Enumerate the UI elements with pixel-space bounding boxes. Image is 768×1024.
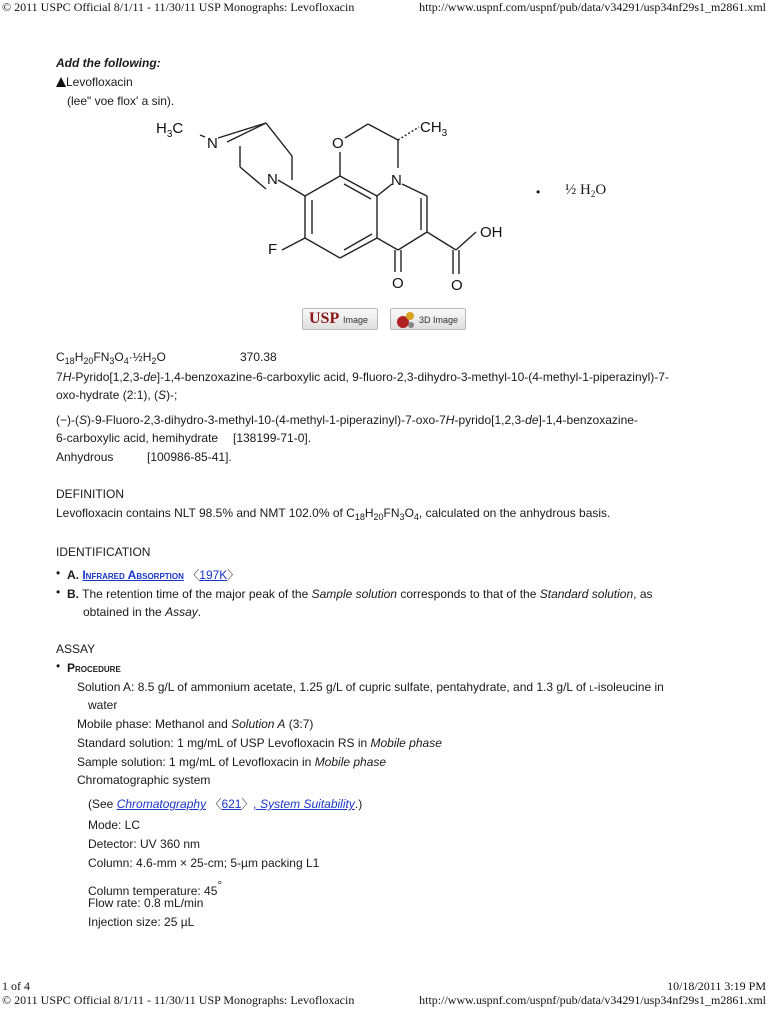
- hydrate-bullet: •: [536, 185, 541, 199]
- structure-o-acid: O: [451, 277, 463, 294]
- page-footer: [0, 979, 768, 993]
- see-chromatography: (See Chromatography 〈621〉, System Suitability.): [88, 797, 363, 811]
- mode: Mode: LC: [88, 818, 141, 832]
- solution-a-line2: water: [88, 698, 118, 712]
- identification-b-line1: B. The retention time of the major peak of the Sample solution corresponds to that of the Standard solution, as: [67, 587, 653, 601]
- column: Column: 4.6-mm × 25-cm; 5-µm packing L1: [88, 856, 320, 870]
- bullet: •: [56, 659, 61, 673]
- identification-b-line2: obtained in the Assay.: [83, 605, 202, 619]
- usp-image-button[interactable]: [302, 308, 378, 330]
- page-header: [0, 0, 768, 14]
- molecular-formula: $C_{18}H_{20}FN_3O_4\cdot\frac{1}{2}H_2O$: [56, 350, 166, 366]
- identification-a: A. Infrared Absorption 〈197K〉: [67, 568, 240, 582]
- cas-number-anhydrous: [100986-85-41].: [147, 450, 232, 464]
- header-title: © 2011 USPC Official 8/1/11 - 11/30/11 USP Monographs: Levofloxacin: [2, 0, 355, 14]
- injection-size: Injection size: 25 µL: [88, 915, 195, 929]
- assay-heading: ASSAY: [56, 642, 96, 656]
- structure-n-ring: N: [391, 172, 402, 189]
- mobile-phase: Mobile phase: Methanol and Solution A (3:7): [77, 717, 314, 731]
- structure-o-ketone: O: [392, 275, 404, 292]
- definition-heading: DEFINITION: [56, 487, 124, 501]
- monograph-name: Levofloxacin: [66, 75, 133, 89]
- structure-f: F: [268, 241, 278, 258]
- structure-h3c: $H_3C$: [156, 120, 184, 140]
- procedure-heading: Procedure: [67, 661, 121, 675]
- usp-image-label: Image: [343, 315, 369, 325]
- chemical-name-1-line1: 7H-Pyrido[1,2,3-de]-1,4-benzoxazine-6-carboxylic acid, 9-fluoro-2,3-dihydro-3-methyl-10-(4-methyl-1-piperazinyl)-7-: [56, 370, 669, 384]
- hydrate-label: ½ $H_2O$: [565, 182, 607, 199]
- structure-o-ring: O: [332, 135, 344, 152]
- add-following-label: Add the following:: [56, 56, 161, 70]
- chemical-name-1-line2: oxo-hydrate (2:1), (S)-;: [56, 388, 178, 402]
- chemical-name-2-line1: (−)-(S)-9-Fluoro-2,3-dihydro-3-methyl-10-(4-methyl-1-piperazinyl)-7-oxo-7H-pyrido[1,2,3-de]-1,4-benzoxazine-: [56, 413, 638, 427]
- 621-link[interactable]: 621: [221, 797, 242, 811]
- next-page-header: [0, 993, 768, 1007]
- 197k-link[interactable]: 197K: [199, 568, 228, 582]
- identification-heading: IDENTIFICATION: [56, 545, 151, 559]
- delta-triangle-icon: [56, 77, 66, 87]
- bullet: •: [56, 585, 61, 599]
- monograph-title-row: [56, 73, 133, 91]
- 3d-image-label: 3D Image: [419, 315, 459, 325]
- chromatography-link[interactable]: Chromatography: [116, 797, 207, 811]
- pronunciation: (lee" voe flox' a sin).: [67, 94, 175, 108]
- structure-n-upper: N: [207, 135, 218, 152]
- system-suitability-link[interactable]: , System Suitability: [253, 797, 355, 811]
- sample-solution: Sample solution: 1 mg/mL of Levofloxacin in Mobile phase: [77, 755, 387, 769]
- standard-solution: Standard solution: 1 mg/mL of USP Levofloxacin RS in Mobile phase: [77, 736, 442, 750]
- structure-oh: OH: [480, 224, 503, 241]
- 3d-image-button[interactable]: [390, 308, 466, 330]
- chemical-structure: [140, 110, 520, 300]
- header-url: http://www.uspnf.com/uspnf/pub/data/v34291/usp34nf29s1_m2861.xml: [419, 993, 766, 1007]
- page-number: 1 of 4: [2, 979, 30, 993]
- anhydrous-label: Anhydrous: [56, 450, 114, 464]
- structure-n-lower: N: [267, 171, 278, 188]
- molecular-weight: 370.38: [240, 350, 277, 364]
- detector: Detector: UV 360 nm: [88, 837, 201, 851]
- header-url: http://www.uspnf.com/uspnf/pub/data/v34291/usp34nf29s1_m2861.xml: [419, 0, 766, 14]
- solution-a: Solution A: 8.5 g/L of ammonium acetate, 1.25 g/L of cupric sulfate, pentahydrate, and 1.3 g/L of l-isoleucine in: [77, 680, 664, 694]
- chromatographic-system: Chromatographic system: [77, 773, 211, 787]
- molecule-icon: [395, 310, 417, 330]
- column-temperature: Column temperature: 45°: [88, 878, 223, 898]
- definition-text: Levofloxacin contains NLT 98.5% and NMT 102.0% of $C_{18}H_{20}FN_3O_4$, calculated on the anhydrous basis.: [56, 506, 611, 522]
- print-datetime: 10/18/2011 3:19 PM: [667, 979, 766, 993]
- flow-rate: Flow rate: 0.8 mL/min: [88, 896, 204, 910]
- structure-ch3: $CH_3$: [420, 119, 448, 139]
- header-title: © 2011 USPC Official 8/1/11 - 11/30/11 USP Monographs: Levofloxacin: [2, 993, 355, 1007]
- cas-number-hemihydrate: [138199-71-0].: [233, 431, 312, 445]
- usp-logo: USP: [309, 310, 340, 327]
- infrared-absorption-link[interactable]: Infrared Absorption: [82, 568, 184, 582]
- chemical-name-2-line2: 6-carboxylic acid, hemihydrate: [56, 431, 219, 445]
- bullet: •: [56, 566, 61, 580]
